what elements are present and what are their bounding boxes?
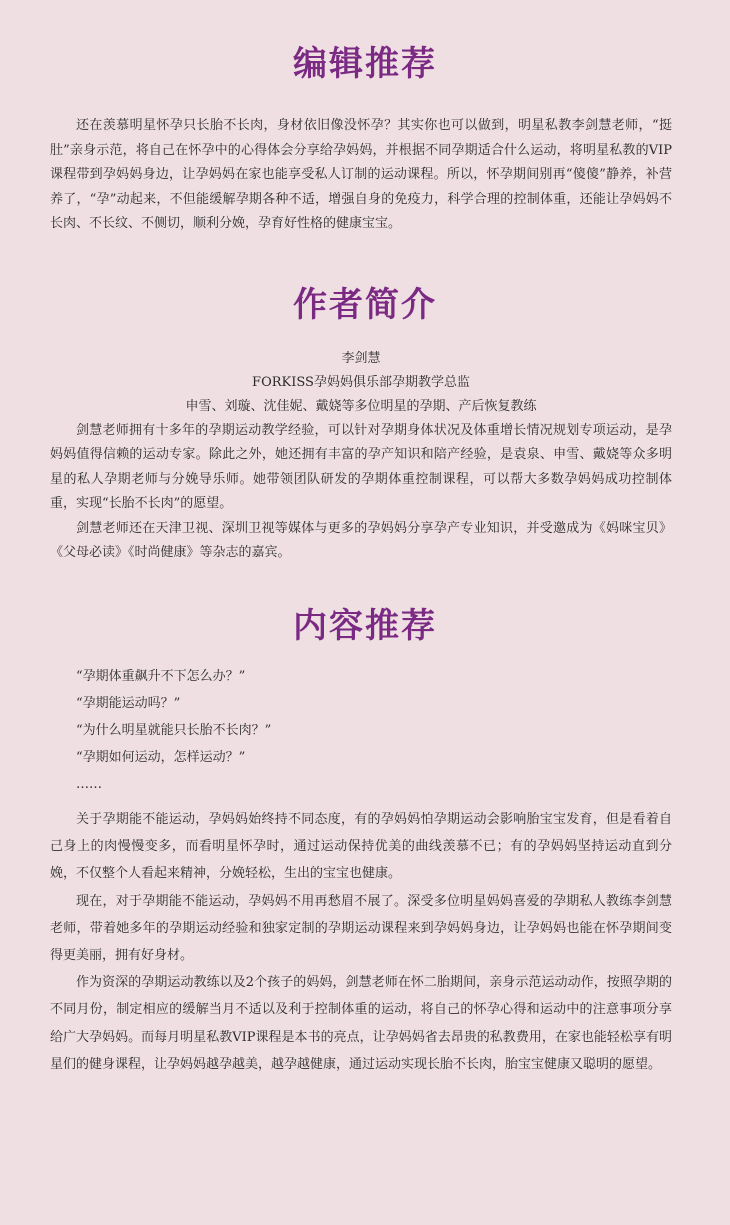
question-line: “为什么明星就能只长胎不长肉？” bbox=[76, 723, 272, 738]
editor-recommendation-title: 编辑推荐 bbox=[293, 44, 437, 84]
ellipsis-line: …… bbox=[76, 777, 102, 792]
author-intro-title: 作者简介 bbox=[293, 285, 437, 325]
question-line: “孕期能运动吗？” bbox=[76, 696, 181, 711]
author-intro-body bbox=[50, 347, 672, 565]
question-line: “孕期体重飙升不下怎么办？” bbox=[76, 669, 246, 684]
author-name: 李剑慧 bbox=[341, 351, 381, 366]
content-recommendation-body bbox=[50, 663, 672, 1078]
question-line: “孕期如何运动，怎样运动？” bbox=[76, 750, 246, 765]
content-paragraph: 作为资深的孕期运动教练以及2个孩子的妈妈，剑慧老师在怀二胎期间，亲身示范运动动作，按照孕期的不同月份，制定相应的缓解当月不适以及利于控制体重的运动，将自己的怀孕心得和运动中的注意事项分享给广大孕妈妈。而每月明星私教VIP课程是本书的亮点，让孕妈妈省去昂贵的私教费用，在家也能轻松享有明星们的健身课程，让孕妈妈越孕越美，越孕越健康，通过运动实现长胎不长肉，胎宝宝健康又聪明的愿望。 bbox=[50, 975, 672, 1072]
content-paragraph: 现在，对于孕期能不能运动，孕妈妈不用再愁眉不展了。深受多位明星妈妈喜爱的孕期私人教练李剑慧老师，带着她多年的孕期运动经验和独家定制的孕期运动课程来到孕妈妈身边，让孕妈妈也能在怀孕期间变得更美丽，拥有好身材。 bbox=[50, 893, 672, 964]
author-paragraph: 剑慧老师还在天津卫视、深圳卫视等媒体与更多的孕妈妈分享孕产专业知识，并受邀成为《妈咪宝贝》《父母必读》《时尚健康》等杂志的嘉宾。 bbox=[50, 520, 672, 561]
content-recommendation-title: 内容推荐 bbox=[293, 606, 437, 646]
author-paragraph: 剑慧老师拥有十多年的孕期运动教学经验，可以针对孕期身体状况及体重增长情况规划专项运动，是孕妈妈值得信赖的运动专家。除此之外，她还拥有丰富的孕产知识和陪产经验，是袁泉、申雪、戴娆等众多明星的私人孕期老师与分娩导乐师。她带领团队研发的孕期体重控制课程，可以帮大多数孕妈妈成功控制体重，实现“长胎不长肉”的愿望。 bbox=[50, 423, 672, 512]
editor-paragraph: 还在羡慕明星怀孕只长胎不长肉，身材依旧像没怀孕？其实你也可以做到，明星私教李剑慧老师，“挺肚”亲身示范，将自己在怀孕中的心得体会分享给孕妈妈，并根据不同孕期适合什么运动，将明星私教的VIP课程带到孕妈妈身边，让孕妈妈在家也能享受私人订制的运动课程。所以，怀孕期间别再“傻傻”静养，补营养了，“孕”动起来，不但能缓解孕期各种不适，增强自身的免疫力，科学合理的控制体重，还能让孕妈妈不长肉、不长纹、不侧切，顺利分娩，孕育好性格的健康宝宝。 bbox=[50, 118, 672, 232]
editor-recommendation-body bbox=[50, 114, 672, 237]
author-role: 申雪、刘璇、沈佳妮、戴娆等多位明星的孕期、产后恢复教练 bbox=[185, 399, 537, 414]
content-paragraph: 关于孕期能不能运动，孕妈妈始终持不同态度，有的孕妈妈怕孕期运动会影响胎宝宝发育，但是看着自己身上的肉慢慢变多，而看明星怀孕时，通过运动保持优美的曲线羡慕不已；有的孕妈妈坚持运动直到分娩，不仅整个人看起来精神，分娩轻松，生出的宝宝也健康。 bbox=[50, 812, 672, 882]
author-position: FORKISS孕妈妈俱乐部孕期教学总监 bbox=[252, 375, 470, 390]
